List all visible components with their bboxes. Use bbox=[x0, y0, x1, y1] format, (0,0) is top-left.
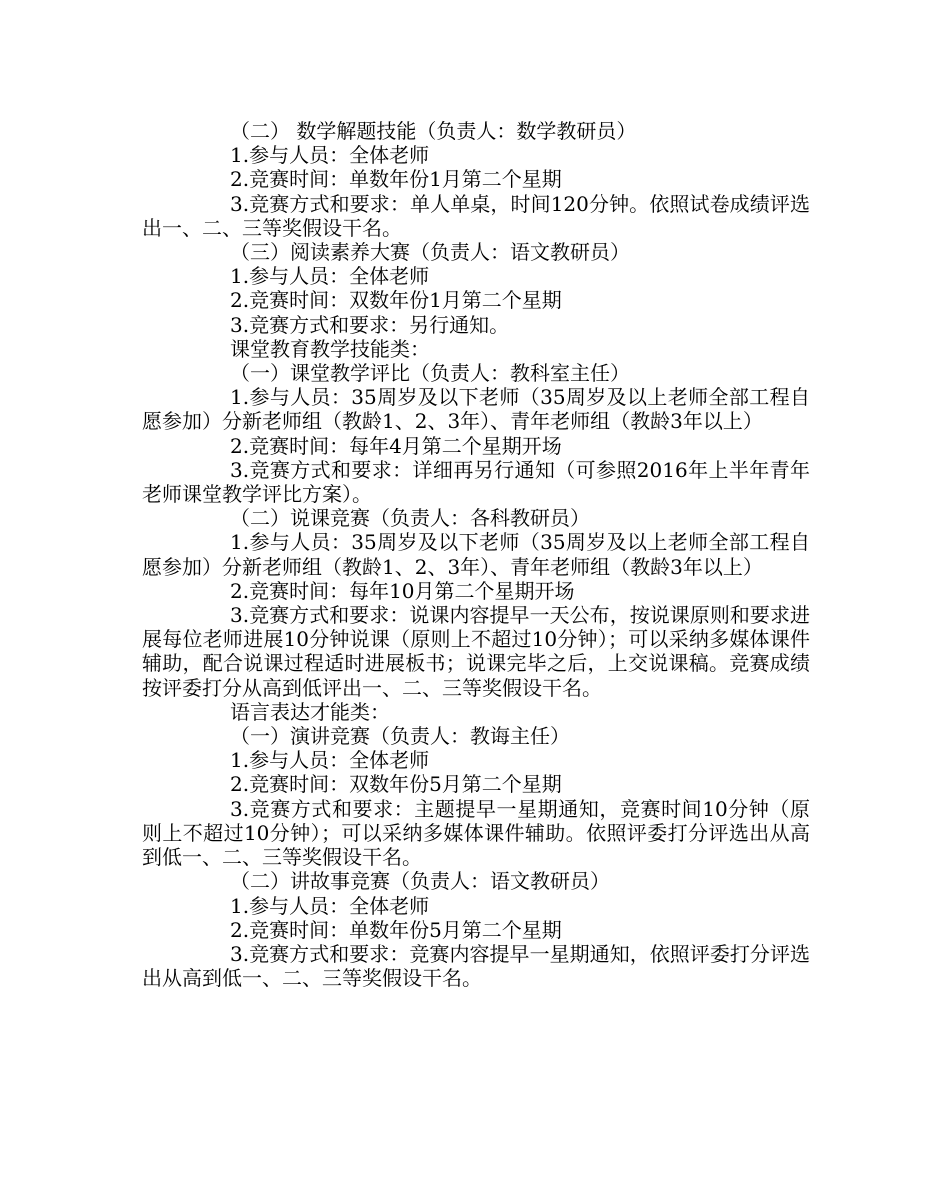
list-item: 1.参与人员：全体老师 bbox=[230, 893, 430, 918]
list-item: 3.竞赛方式和要求：详细再另行通知（可参照2016年上半年青年老师课堂教学评比方案）。 bbox=[142, 457, 810, 507]
section-heading-speech-contest: （一）演讲竞赛（负责人：教诲主任） bbox=[230, 724, 570, 749]
list-item: 3.竞赛方式和要求：竞赛内容提早一星期通知，依照评委打分评选出从高到低一、二、三等奖假设干名。 bbox=[142, 941, 810, 991]
section-heading-lesson-talk: （二）说课竞赛（负责人：各科教研员） bbox=[230, 506, 590, 531]
list-item: 2.竞赛时间：双数年份5月第二个星期 bbox=[230, 772, 562, 797]
section-heading-reading-contest: （三）阅读素养大赛（负责人：语文教研员） bbox=[230, 240, 630, 265]
list-item: 2.竞赛时间：单数年份5月第二个星期 bbox=[230, 917, 562, 942]
list-item: 3.竞赛方式和要求：说课内容提早一天公布，按说课原则和要求进展每位老师进展10分钟说课（原则上不超过10分钟）；可以采纳多媒体课件辅助，配合说课过程适时进展板书；说课完毕之后，上交说课稿。竞赛成绩按评委打分从高到低评出一、二、三等奖假设干名。 bbox=[142, 603, 810, 700]
category-heading-language-expression: 语言表达才能类： bbox=[230, 699, 390, 724]
list-item: 2.竞赛时间：双数年份1月第二个星期 bbox=[230, 288, 562, 313]
list-item: 2.竞赛时间：每年10月第二个星期开场 bbox=[230, 578, 575, 603]
section-heading-classroom-evaluation: （一）课堂教学评比（负责人：教科室主任） bbox=[230, 361, 630, 386]
section-heading-storytelling-contest: （二）讲故事竞赛（负责人：语文教研员） bbox=[230, 869, 610, 894]
list-item: 1.参与人员：全体老师 bbox=[230, 143, 430, 168]
list-item: 1.参与人员：全体老师 bbox=[230, 748, 430, 773]
document-body bbox=[142, 119, 810, 990]
section-heading-math-skills: （二） 数学解题技能（负责人：数学教研员） bbox=[230, 119, 637, 143]
list-item: 3.竞赛方式和要求：另行通知。 bbox=[230, 312, 510, 337]
list-item: 2.竞赛时间：每年4月第二个星期开场 bbox=[230, 433, 562, 458]
list-item: 1.参与人员：35周岁及以下老师（35周岁及以上老师全部工程自愿参加）分新老师组（教龄1、2、3年）、青年老师组（教龄3年以上） bbox=[142, 530, 810, 579]
list-item: 1.参与人员：全体老师 bbox=[230, 264, 430, 289]
list-item: 3.竞赛方式和要求：单人单桌，时间120分钟。依照试卷成绩评选出一、二、三等奖假设干名。 bbox=[142, 191, 810, 240]
list-item: 3.竞赛方式和要求：主题提早一星期通知，竞赛时间10分钟（原则上不超过10分钟）；可以采纳多媒体课件辅助。依照评委打分评选出从高到低一、二、三等奖假设干名。 bbox=[142, 796, 810, 870]
list-item: 1.参与人员：35周岁及以下老师（35周岁及以上老师全部工程自愿参加）分新老师组（教龄1、2、3年）、青年老师组（教龄3年以上） bbox=[142, 385, 810, 434]
list-item: 2.竞赛时间：单数年份1月第二个星期 bbox=[230, 167, 562, 192]
category-heading-classroom-teaching: 课堂教育教学技能类： bbox=[230, 336, 430, 361]
